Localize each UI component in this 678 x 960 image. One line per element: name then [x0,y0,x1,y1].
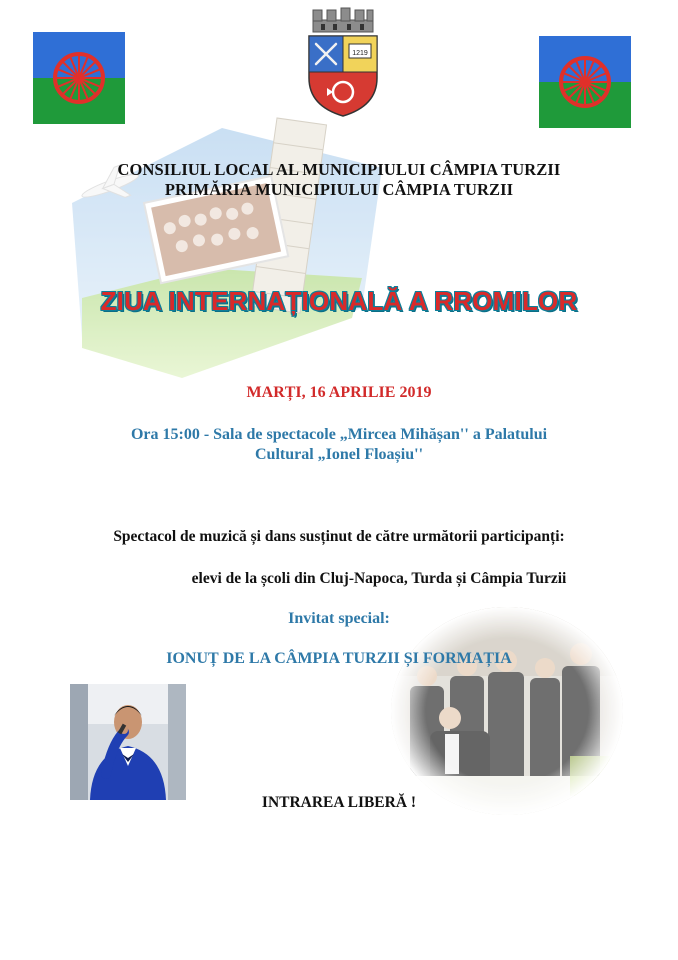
city-hall-name: PRIMĂRIA MUNICIPIULUI CÂMPIA TURZII [164,180,514,199]
program-participants: elevi de la școli din Cluj-Napoca, Turda și Câmpia Turzii [191,570,567,587]
council-name: CONSILIUL LOCAL AL MUNICIPIULUI CÂMPIA TURZII [117,160,561,179]
decorative-collage [62,108,392,388]
roma-flag-right [539,36,631,128]
singer-photo [70,684,186,800]
event-venue-line1: Ora 15:00 - Sala de spectacole „Mircea Mihășan'' a Palatului [130,426,548,443]
coat-of-arms-icon [303,6,383,118]
band-photo [390,606,624,816]
event-title: ZIUA INTERNAȚIONALĂ A RROMILOR [100,286,578,316]
event-venue-line2: Cultural „Ionel Floașiu'' [254,446,424,463]
special-guest-label: Invitat special: [288,610,390,627]
event-date: MARȚI, 16 APRILIE 2019 [246,384,432,401]
roma-flag-icon [539,36,631,128]
special-guest-name: IONUȚ DE LA CÂMPIA TURZII ȘI FORMAȚIA [166,650,512,667]
program-description: Spectacol de muzică și dans susținut de către următorii participanți: [113,528,565,545]
svg-text:1219: 1219 [352,50,368,57]
free-entry-notice: INTRAREA LIBERĂ ! [261,794,417,811]
